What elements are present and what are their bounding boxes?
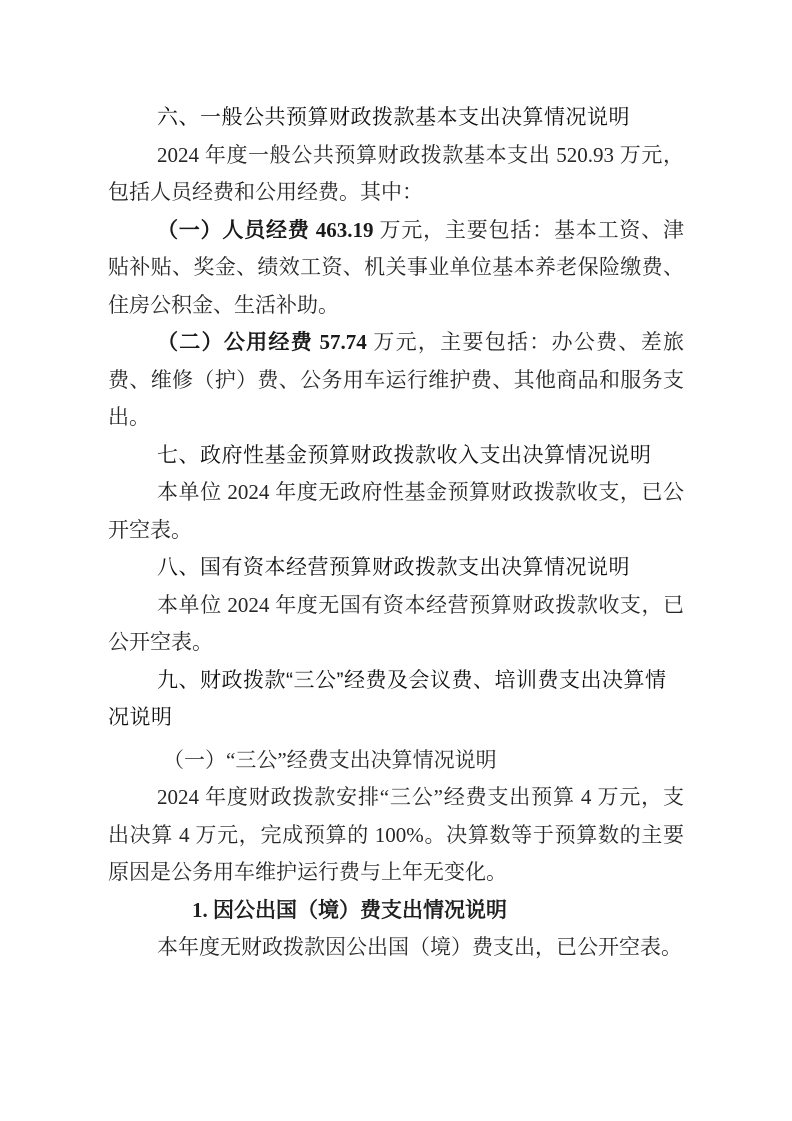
section-heading-6-basic-expenditure: 六、一般公共预算财政拨款基本支出决算情况说明 xyxy=(157,106,630,129)
paragraph-text: 本单位 2024 年度无国有资本经营预算财政拨款收支，已公开空表。 xyxy=(108,592,684,654)
paragraph-overseas-trips-empty xyxy=(108,929,684,967)
section-heading-7-gov-fund: 七、政府性基金预算财政拨款收入支出决算情况说明 xyxy=(157,443,652,467)
paragraph-text: 本年度无财政拨款因公出国（境）费支出，已公开空表。 xyxy=(157,935,682,959)
personnel-expense-bold-lead: （一）人员经费 463.19 xyxy=(157,217,380,242)
public-expense-bold-lead: （二）公用经费 57.74 xyxy=(157,330,374,354)
paragraph-text: 2024 年度财政拨款安排“三公”经费支出预算 4 万元，支出决算 4 万元，完成预算的 100%。决算数等于预算数的主要原因是公务用车维护运行费与上年无变化。 xyxy=(108,785,684,884)
paragraph-basic-expenditure-total xyxy=(108,137,684,212)
section-heading-8-state-capital: 八、国有资本经营预算财政拨款支出决算情况说明 xyxy=(157,556,630,579)
paragraph-public-expense xyxy=(108,324,684,437)
paragraph-gov-fund-empty xyxy=(108,474,684,549)
paragraph-state-capital-empty xyxy=(108,587,684,662)
personnel-expense-detail: 万元，主要包括：基本工资、津贴补贴、奖金、绩效工资、机关事业单位基本养老保险缴费、住房公积金、生活补助。 xyxy=(108,217,685,317)
subheading-three-public-funds: （一）“三公”经费支出决算情况说明 xyxy=(163,747,497,772)
section-heading-9-three-public-funds: 九、财政拨款“三公”经费及会议费、培训费支出决算情况说明 xyxy=(108,668,667,729)
paragraph-text: 2024 年度一般公共预算财政拨款基本支出 520.93 万元，包括人员经费和公用经费。其中： xyxy=(108,142,684,204)
paragraph-personnel-expense xyxy=(108,212,684,325)
paragraph-three-public-funds-budget xyxy=(108,779,684,892)
subheading-overseas-trips: 1. 因公出国（境）费支出情况说明 xyxy=(192,897,507,922)
paragraph-text: 本单位 2024 年度无政府性基金预算财政拨款收支，已公开空表。 xyxy=(108,480,684,542)
public-expense-detail: 万元，主要包括：办公费、差旅费、维修（护）费、公务用车运行维护费、其他商品和服务支出。 xyxy=(108,330,685,429)
